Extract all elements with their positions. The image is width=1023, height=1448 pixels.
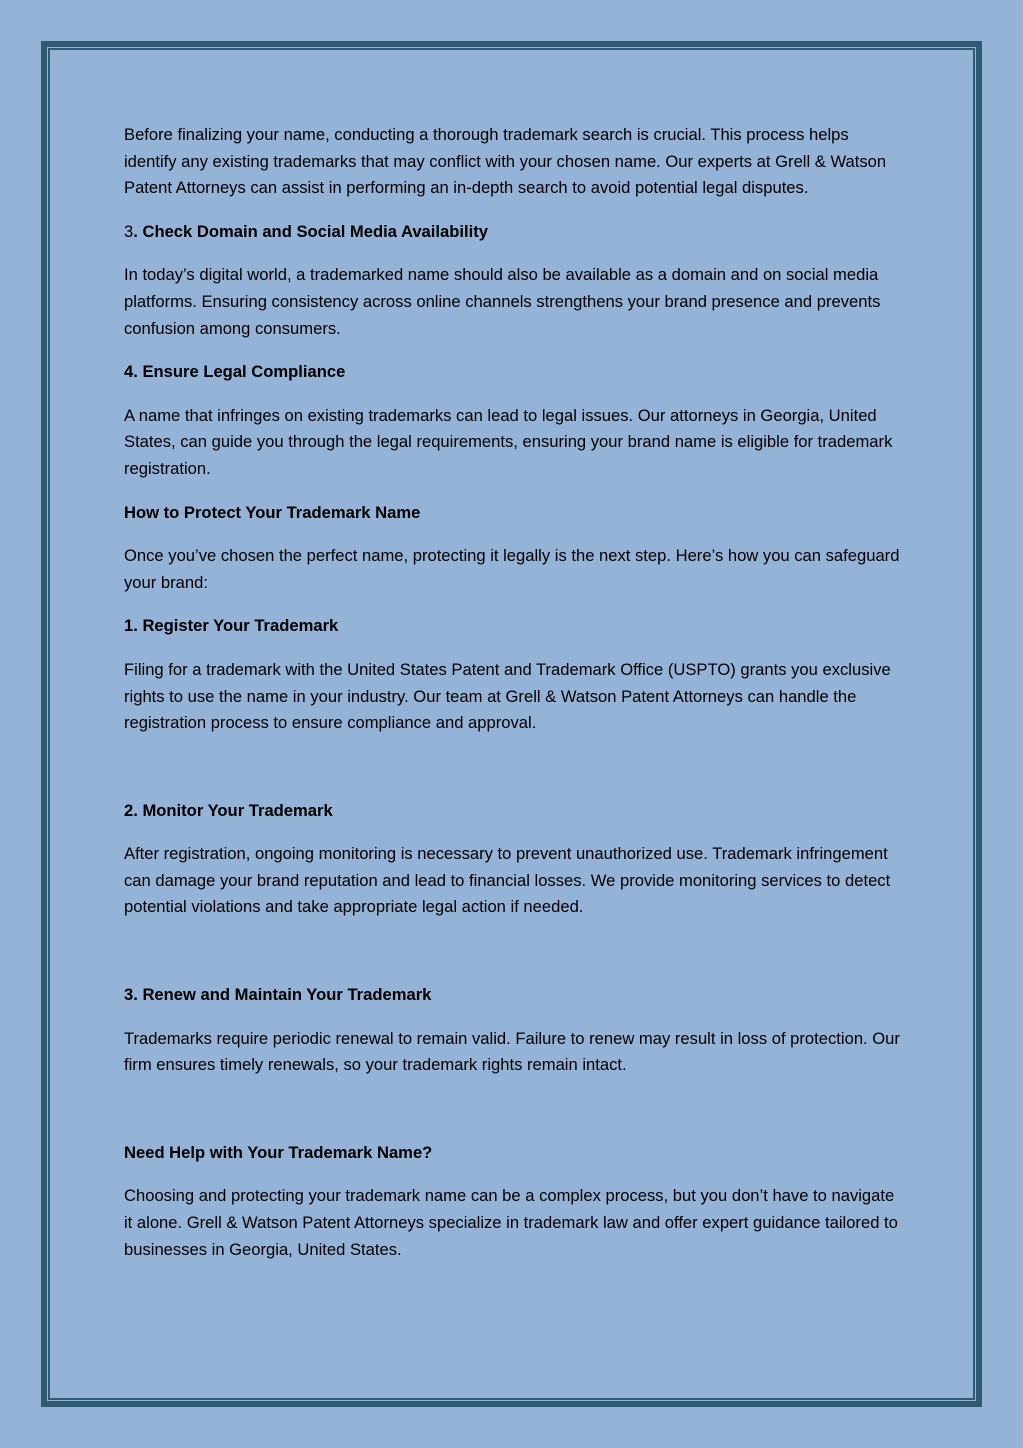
section-heading-text: . Check Domain and Social Media Availability: [133, 221, 488, 241]
section-heading-monitor: 2. Monitor Your Trademark: [124, 800, 333, 820]
section-heading-protect-trademark: How to Protect Your Trademark Name: [124, 502, 421, 522]
section-body-register: Filing for a trademark with the United States Patent and Trademark Office (USPTO) grants you exclusive rights to use the name in your industry. Our team at Grell & Watson Patent Attorneys can handle the registration process to ensure compliance and approval.: [124, 659, 891, 733]
section-heading-renew: 3. Renew and Maintain Your Trademark: [124, 985, 432, 1005]
section-body-renew: Trademarks require periodic renewal to remain valid. Failure to renew may result in loss of protection. Our firm ensures timely renewals, so your trademark rights remain intact.: [124, 1028, 900, 1075]
intro-paragraph: Before finalizing your name, conducting a thorough trademark search is crucial. This process helps identify any existing trademarks that may conflict with your chosen name. Our experts at Grell & Watson Patent Attorneys can assist in performing an in-depth search to avoid potential legal disputes.: [124, 125, 887, 198]
document-body: [124, 122, 904, 1280]
section-heading-need-help: Need Help with Your Trademark Name?: [124, 1142, 433, 1162]
section-body-domain-availability: In today’s digital world, a trademarked name should also be available as a domain and on social media platforms. Ensuring consistency across online channels strengthens your brand presence and prevents confusion among consumers.: [124, 265, 881, 338]
section-body-monitor: After registration, ongoing monitoring is necessary to prevent unauthorized use. Trademark infringement can damage your brand reputation and lead to financial losses. We provide monitoring services to detect potential violations and take appropriate legal action if needed.: [124, 844, 891, 917]
section-number: 3: [124, 221, 134, 241]
section-body-protect-trademark: Once you’ve chosen the perfect name, protecting it legally is the next step. Here’s how you can safeguard your brand:: [124, 546, 900, 592]
section-body-need-help: Choosing and protecting your trademark name can be a complex process, but you don’t have to navigate it alone. Grell & Watson Patent Attorneys specialize in trademark law and offer expert guidance tailored to businesses in Georgia, United States.: [124, 1186, 898, 1259]
section-body-legal-compliance: A name that infringes on existing trademarks can lead to legal issues. Our attorneys in Georgia, United States, can guide you through the legal requirements, ensuring your brand name is eligible for trademark registration.: [124, 405, 893, 478]
section-heading-legal-compliance: 4. Ensure Legal Compliance: [124, 362, 346, 382]
section-heading-domain-availability: [124, 219, 904, 246]
section-heading-register: 1. Register Your Trademark: [124, 616, 339, 636]
